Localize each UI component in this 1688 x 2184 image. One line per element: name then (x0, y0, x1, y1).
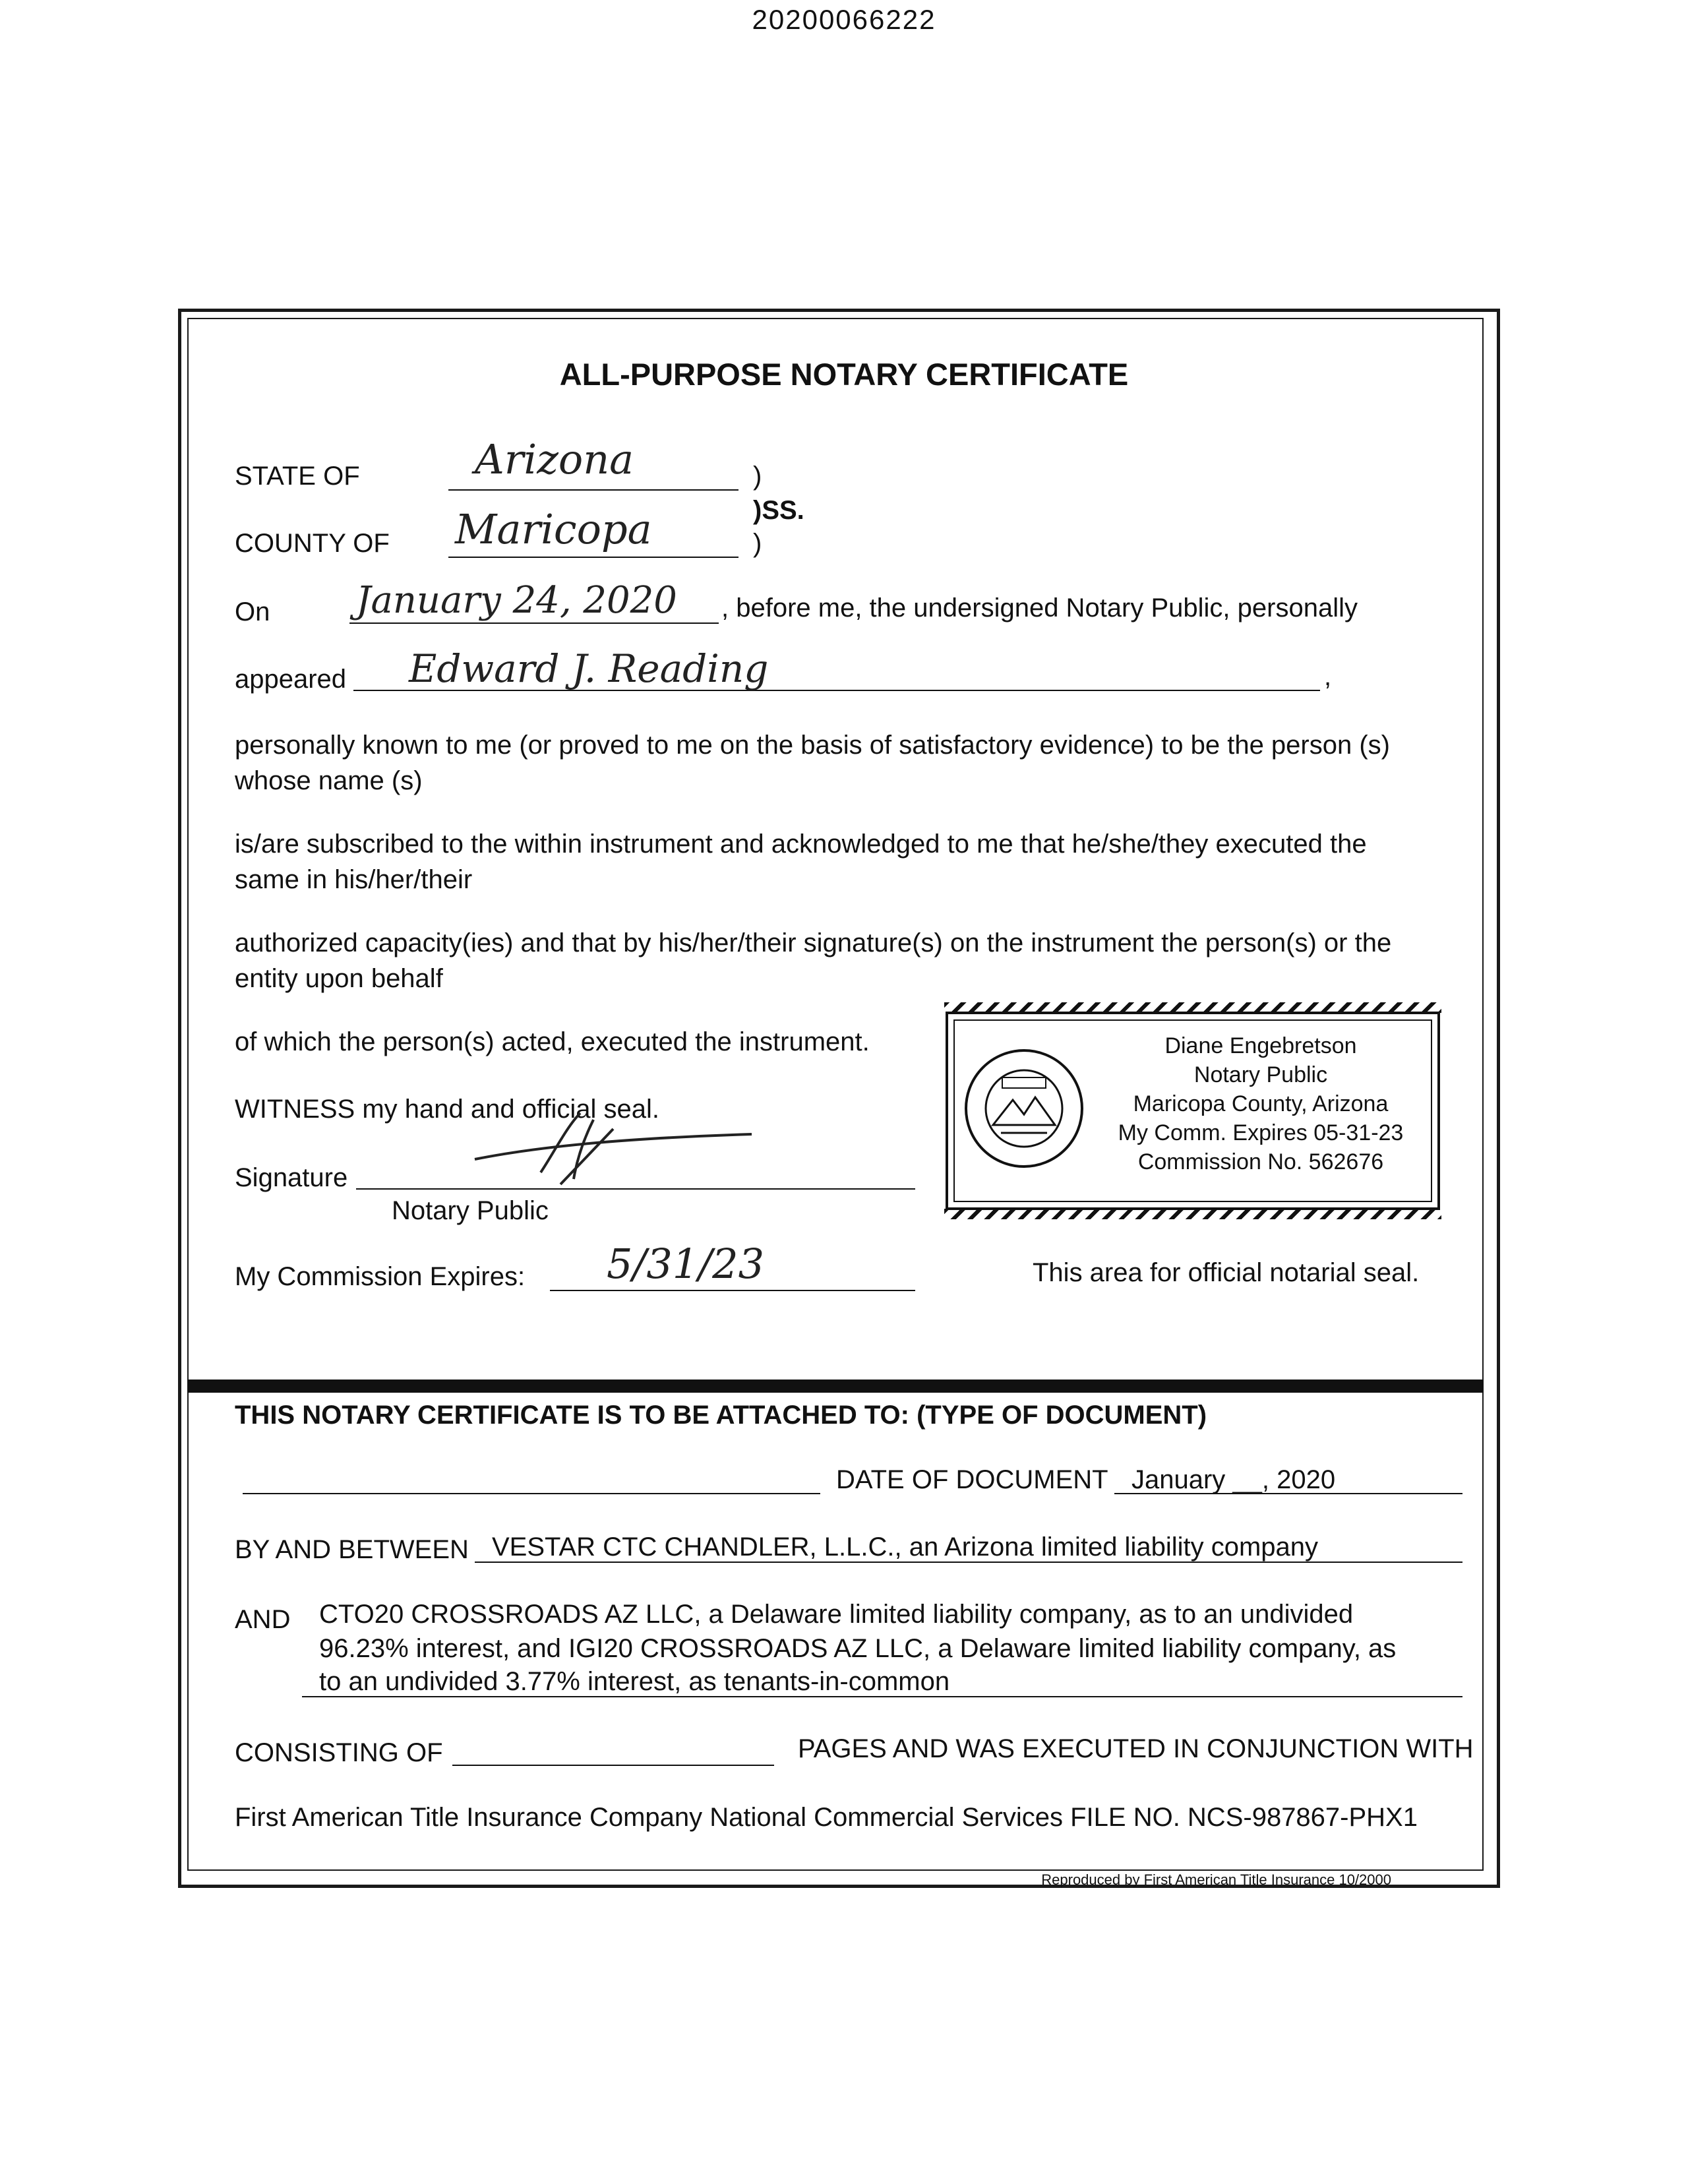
body-line-2: whose name (s) (235, 766, 423, 795)
seal-area-caption: This area for official notarial seal. (1033, 1258, 1420, 1287)
commission-label: My Commission Expires: (235, 1262, 526, 1291)
pages-count-line (452, 1765, 774, 1766)
date-of-document-value: January __, 2020 (1131, 1465, 1336, 1494)
body-line-6: entity upon behalf (235, 964, 443, 993)
date-handwritten-value: January 24, 2020 (356, 579, 677, 622)
pages-executed-text: PAGES AND WAS EXECUTED IN CONJUNCTION WITH (798, 1734, 1474, 1763)
and-value-line-1: CTO20 CROSSROADS AZ LLC, a Delaware limited liability company, as to an undivided (319, 1600, 1354, 1629)
state-paren: ) (753, 462, 762, 491)
seal-line-county: Maricopa County, Arizona (1133, 1091, 1389, 1116)
and-value-line-2: 96.23% interest, and IGI20 CROSSROADS AZ LLC, a Delaware limited liability company, as (319, 1634, 1397, 1663)
appeared-label: appeared (235, 665, 347, 694)
state-label: STATE OF (235, 462, 360, 491)
on-label: On (235, 597, 270, 626)
county-handwritten-value: Maricopa (455, 505, 652, 553)
seal-line-expires: My Comm. Expires 05-31-23 (1118, 1120, 1404, 1145)
witness-text: WITNESS my hand and official seal. (235, 1095, 659, 1124)
date-line (349, 622, 719, 624)
date-of-document-label: DATE OF DOCUMENT (836, 1465, 1108, 1494)
by-and-between-label: BY AND BETWEEN (235, 1535, 469, 1564)
state-handwritten-value: Arizona (475, 435, 634, 483)
appeared-handwritten-name: Edward J. Reading (409, 646, 769, 691)
body-line-3: is/are subscribed to the within instrument and acknowledged to me that he/she/they executed the (235, 830, 1367, 859)
file-number-line: First American Title Insurance Company National Commercial Services FILE NO. NCS-987867-PHX1 (235, 1803, 1418, 1832)
and-label: AND (235, 1605, 291, 1634)
signature-label: Signature (235, 1163, 348, 1192)
appeared-comma: , (1324, 662, 1332, 691)
document-type-line (243, 1493, 820, 1494)
seal-line-name: Diane Engebretson (1164, 1033, 1357, 1058)
before-me-text: , before me, the undersigned Notary Public, personally (721, 593, 1358, 622)
county-paren: ) (753, 529, 762, 558)
seal-line-title: Notary Public (1193, 1062, 1328, 1087)
section-divider (187, 1380, 1484, 1393)
by-and-between-value: VESTAR CTC CHANDLER, L.L.C., an Arizona limited liability company (492, 1532, 1319, 1562)
document-number: 20200066222 (752, 4, 936, 35)
and-value-line-3: to an undivided 3.77% interest, as tenants-in-common (319, 1667, 950, 1696)
consisting-of-label: CONSISTING OF (235, 1738, 443, 1767)
body-line-1: personally known to me (or proved to me on the basis of satisfactory evidence) to be the person (s) (235, 731, 1390, 760)
commission-line (550, 1290, 915, 1291)
ss-label: )SS. (753, 496, 804, 525)
attachment-heading: THIS NOTARY CERTIFICATE IS TO BE ATTACHED TO: (TYPE OF DOCUMENT) (235, 1401, 1207, 1430)
arizona-state-seal-icon (961, 1046, 1087, 1171)
body-line-4: same in his/her/their (235, 865, 473, 894)
county-line (448, 557, 738, 558)
body-line-5: authorized capacity(ies) and that by his/her/their signature(s) on the instrument the person(s) or the (235, 928, 1392, 957)
commission-handwritten-date: 5/31/23 (607, 1240, 765, 1288)
county-label: COUNTY OF (235, 529, 390, 558)
certificate-title: ALL-PURPOSE NOTARY CERTIFICATE (559, 357, 1129, 392)
body-line-7: of which the person(s) acted, executed the instrument. (235, 1027, 870, 1056)
state-line (448, 489, 738, 491)
notary-signature-scribble (462, 1100, 765, 1192)
reproduction-note: Reproduced by First American Title Insurance 10/2000 (1041, 1871, 1391, 1888)
seal-line-commission: Commission No. 562676 (1137, 1149, 1384, 1174)
notary-public-label: Notary Public (392, 1196, 549, 1225)
